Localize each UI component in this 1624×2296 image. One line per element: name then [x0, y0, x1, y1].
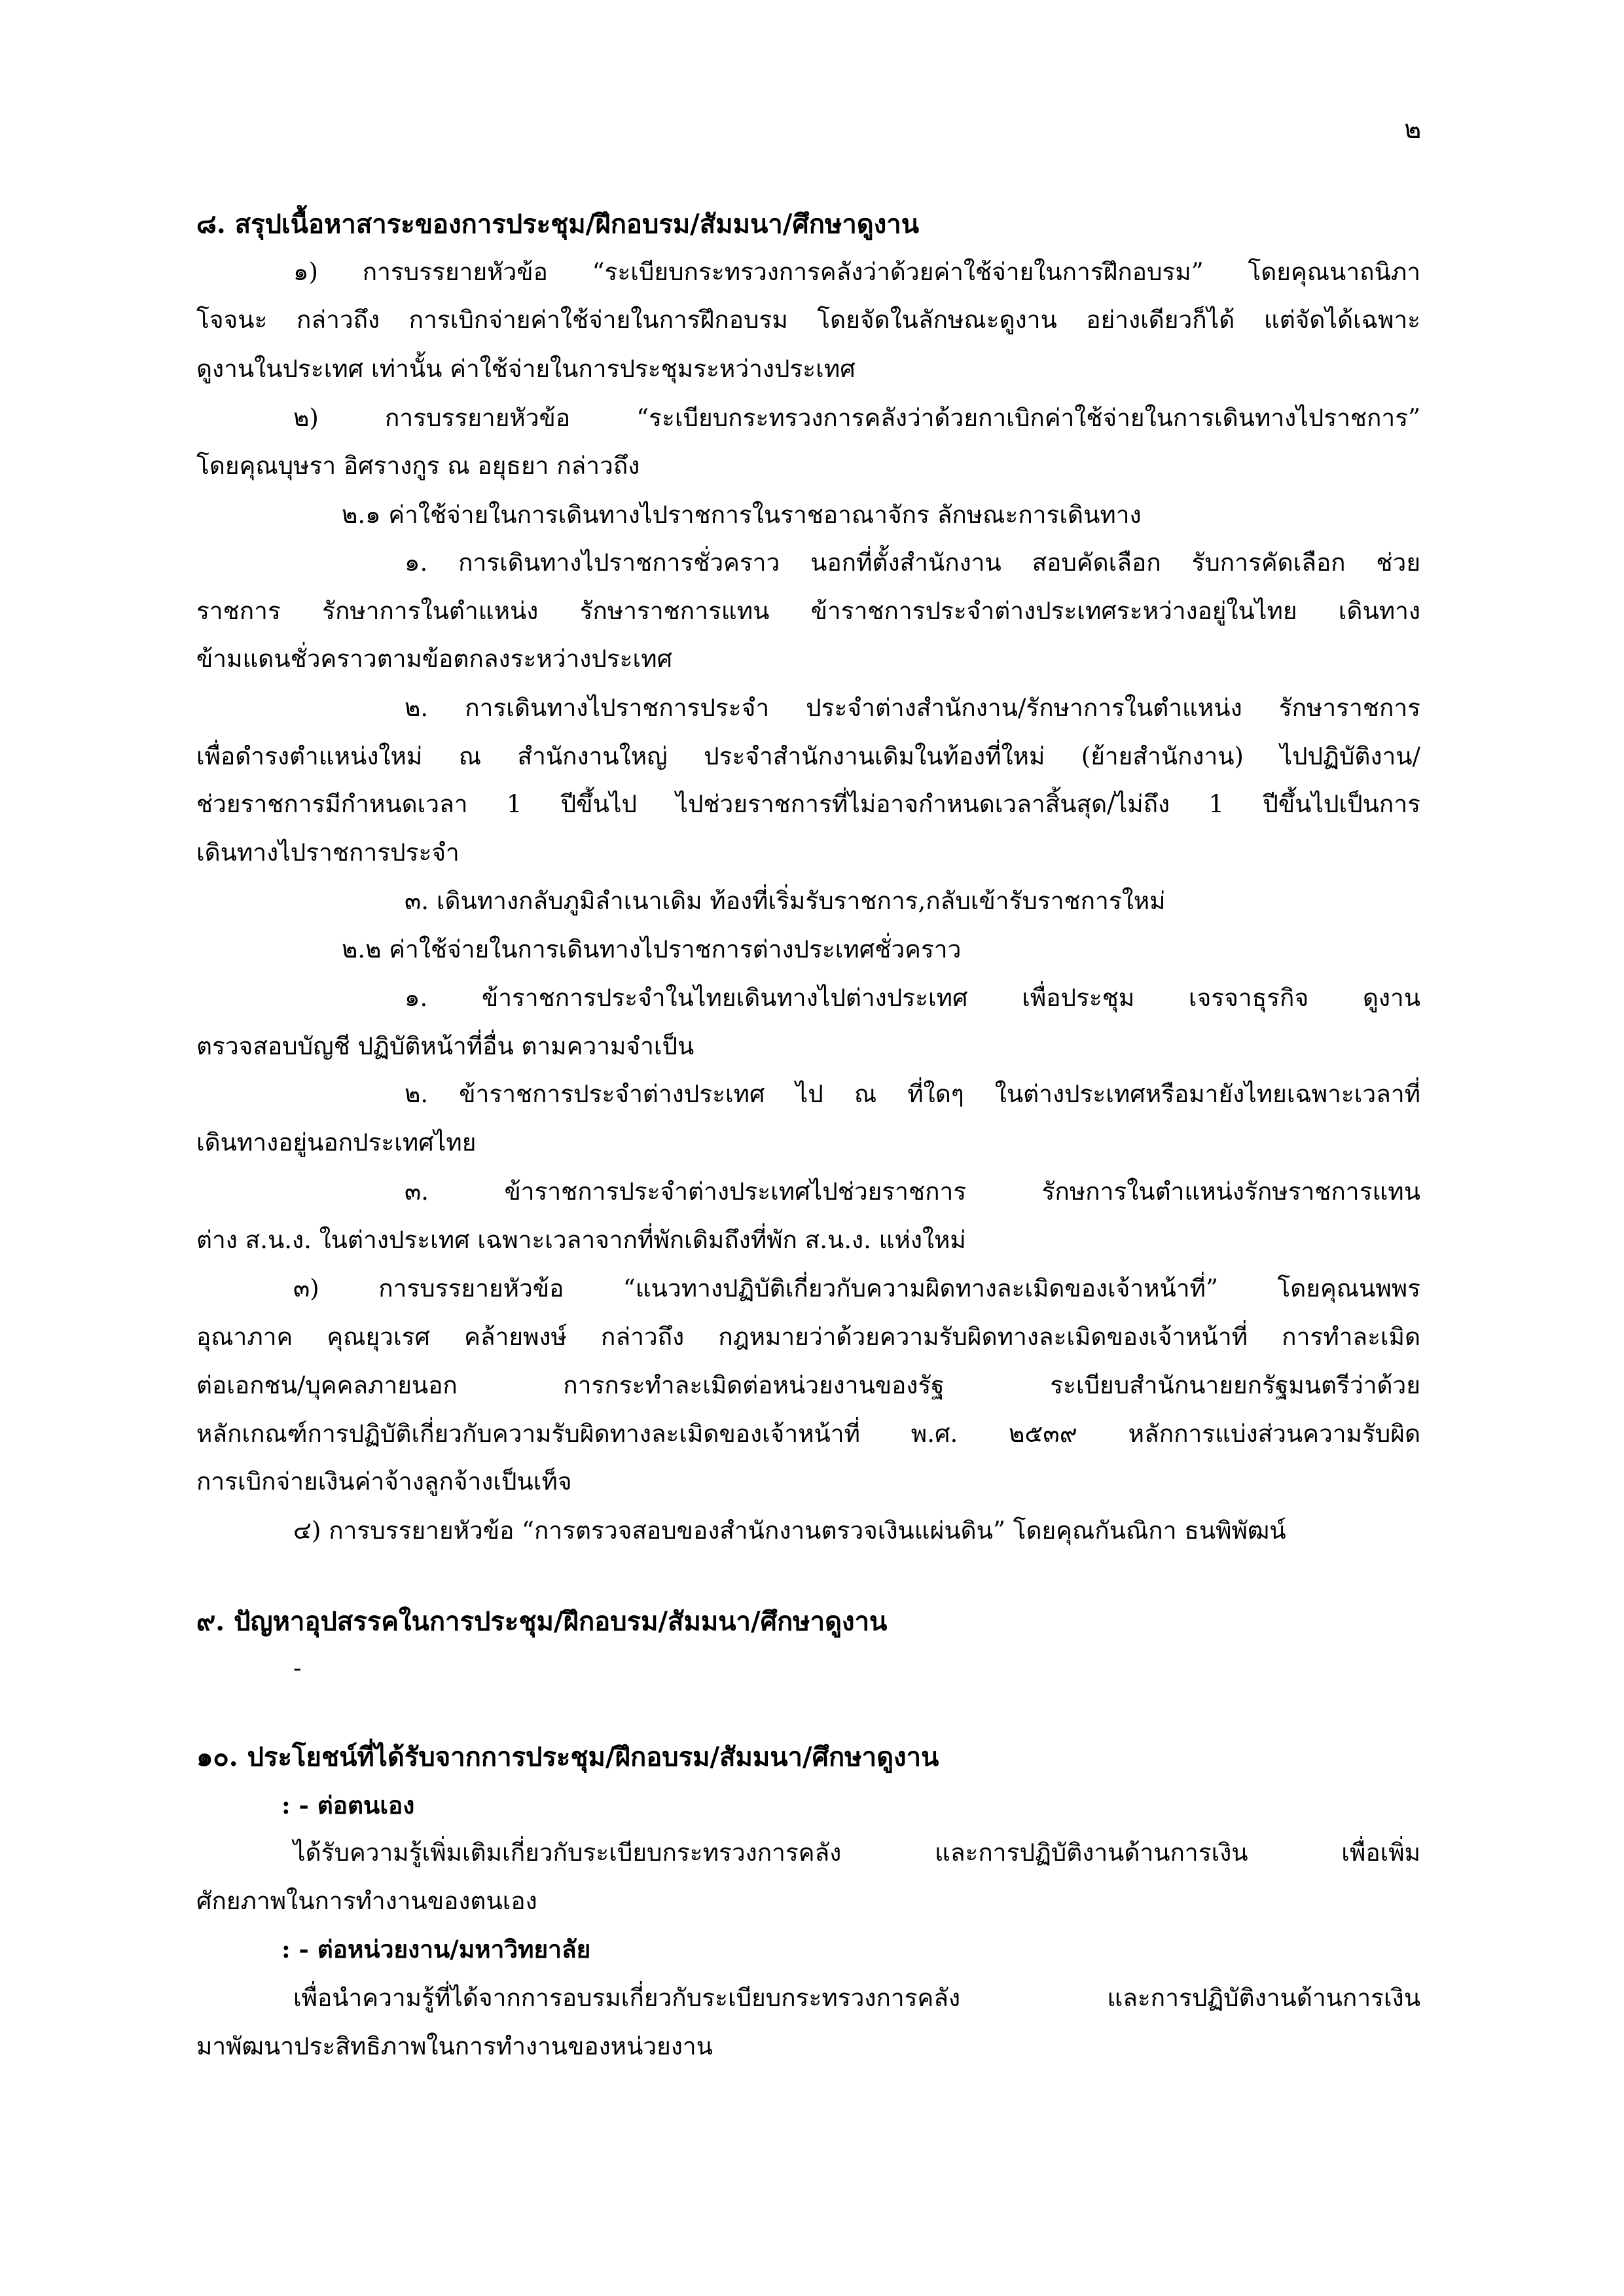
section-8-line: ช่วยราชการมีกำหนดเวลา 1 ปีขึ้นไป ไปช่วยราชการที่ไม่อาจกำหนดเวลาสิ้นสุด/ไม่ถึง 1 ปีขึ้นไปเป็นการ — [196, 790, 1420, 818]
section-9-heading: ๙. ปัญหาอุปสรรคในการประชุม/ฝึกอบรม/สัมมนา/ศึกษาดูงาน — [196, 1606, 888, 1637]
section-8-line: ๒) การบรรยายหัวข้อ “ระเบียบกระทรวงการคลังว่าด้วยกาเบิกค่าใช้จ่ายในการเดินทางไปราชการ” — [293, 404, 1420, 432]
section-8-line: ๓. ข้าราชการประจำต่างประเทศไปช่วยราชการ รักษการในตำแหน่งรักษราชการแทน — [405, 1177, 1420, 1206]
benefit-org-line: มาพัฒนาประสิทธิภาพในการทำงานของหน่วยงาน — [196, 2032, 713, 2060]
benefit-self-line: ได้รับความรู้เพิ่มเติมเกี่ยวกับระเบียบกระทรวงการคลัง และการปฏิบัติงานด้านการเงิน เพื่อเพิ่ม — [293, 1839, 1420, 1867]
section-8-line: ข้ามแดนชั่วคราวตามข้อตกลงระหว่างประเทศ — [196, 645, 673, 673]
section-8-line: หลักเกณฑ์การปฏิบัติเกี่ยวกับความรับผิดทางละเมิดของเจ้าหน้าที่ พ.ศ. ๒๕๓๙ หลักการแบ่งส่วนความรับผิด — [196, 1420, 1420, 1448]
section-9-body: - — [293, 1654, 302, 1682]
section-8-line: ต่อเอกชน/บุคคลภายนอก การกระทำละเมิดต่อหน่วยงานของรัฐ ระเบียบสำนักนายยกรัฐมนตรีว่าด้วย — [196, 1371, 1420, 1399]
section-8-line: ๑. การเดินทางไปราชการชั่วคราว นอกที่ตั้งสำนักงาน สอบคัดเลือก รับการคัดเลือก ช่วย — [405, 548, 1420, 577]
section-8-line: เดินทางอยู่นอกประเทศไทย — [196, 1128, 477, 1157]
section-8-line: ๓. เดินทางกลับภูมิลำเนาเดิม ท้องที่เริ่มรับราชการ,กลับเข้ารับราชการใหม่ — [405, 887, 1166, 915]
section-10-heading: ๑๐. ประโยชน์ที่ได้รับจากการประชุม/ฝึกอบรม/สัมมนา/ศึกษาดูงาน — [196, 1742, 939, 1772]
section-8-line: ๑. ข้าราชการประจำในไทยเดินทางไปต่างประเทศ เพื่อประชุม เจรจาธุรกิจ ดูงาน — [405, 984, 1420, 1012]
section-8-line: การเบิกจ่ายเงินค่าจ้างลูกจ้างเป็นเท็จ — [196, 1467, 572, 1496]
section-8-line: ต่าง ส.น.ง. ในต่างประเทศ เฉพาะเวลาจากที่พักเดิมถึงที่พัก ส.น.ง. แห่งใหม่ — [196, 1226, 966, 1254]
section-8-line: ๒. ข้าราชการประจำต่างประเทศ ไป ณ ที่ใดๆ ในต่างประเทศหรือมายังไทยเฉพาะเวลาที่ — [405, 1080, 1420, 1108]
section-8-line: ๔) การบรรยายหัวข้อ “การตรวจสอบของสำนักงานตรวจเงินแผ่นดิน” โดยคุณกันณิกา ธนพิพัฒน์ — [293, 1516, 1286, 1545]
benefit-self-label: : - ต่อตนเอง — [281, 1791, 415, 1820]
section-8-line: ๒.๑ ค่าใช้จ่ายในการเดินทางไปราชการในราชอาณาจักร ลักษณะการเดินทาง — [342, 501, 1142, 529]
benefit-org-label: : - ต่อหน่วยงาน/มหาวิทยาลัย — [281, 1935, 591, 1964]
section-8-line: ๓) การบรรยายหัวข้อ “แนวทางปฏิบัติเกี่ยวกับความผิดทางละเมิดของเจ้าหน้าที่” โดยคุณนพพร — [293, 1274, 1420, 1302]
benefit-org-line: เพื่อนำความรู้ที่ได้จากการอบรมเกี่ยวกับระเบียบกระทรวงการคลัง และการปฏิบัติงานด้านการเงิน — [293, 1984, 1420, 2012]
section-8-line: เดินทางไปราชการประจำ — [196, 838, 460, 867]
section-8-line: ๑) การบรรยายหัวข้อ “ระเบียบกระทรวงการคลังว่าด้วยค่าใช้จ่ายในการฝึกอบรม” โดยคุณนาถนิภา — [293, 258, 1420, 286]
section-8-line: ดูงานในประเทศ เท่านั้น ค่าใช้จ่ายในการประชุมระหว่างประเทศ — [196, 355, 856, 383]
section-8-line: อุณาภาค คุณยุวเรศ คล้ายพงษ์ กล่าวถึง กฎหมายว่าด้วยความรับผิดทางละเมิดของเจ้าหน้าที่ การทำละเมิด — [196, 1323, 1420, 1351]
page-number: ๒ — [1404, 115, 1422, 145]
section-8-line: เพื่อดำรงตำแหน่งใหม่ ณ สำนักงานใหญ่ ประจำสำนักงานเดิมในท้องที่ใหม่ (ย้ายสำนักงาน) ไปปฏิบัติงาน/ — [196, 742, 1420, 770]
section-8-line: ตรวจสอบบัญชี ปฏิบัติหน้าที่อื่น ตามความจำเป็น — [196, 1032, 695, 1060]
benefit-self-line: ศักยภาพในการทำงานของตนเอง — [196, 1887, 537, 1915]
section-8-line: โจจนะ กล่าวถึง การเบิกจ่ายค่าใช้จ่ายในการฝึกอบรม โดยจัดในลักษณะดูงาน อย่างเดียวก็ได้ แต่จัดได้เฉพาะ — [196, 306, 1420, 334]
section-8-line: ๒.๒ ค่าใช้จ่ายในการเดินทางไปราชการต่างประเทศชั่วคราว — [342, 935, 962, 963]
section-8-line: ราชการ รักษาการในตำแหน่ง รักษาราชการแทน ข้าราชการประจำต่างประเทศระหว่างอยู่ในไทย เดินทาง — [196, 597, 1420, 625]
section-8-line: โดยคุณบุษรา อิศรางกูร ณ อยุธยา กล่าวถึง — [196, 452, 640, 480]
section-8-heading: ๘. สรุปเนื้อหาสาระของการประชุม/ฝึกอบรม/สัมมนา/ศึกษาดูงาน — [196, 209, 920, 240]
section-8-line: ๒. การเดินทางไปราชการประจำ ประจำต่างสำนักงาน/รักษาการในตำแหน่ง รักษาราชการ — [405, 694, 1420, 722]
